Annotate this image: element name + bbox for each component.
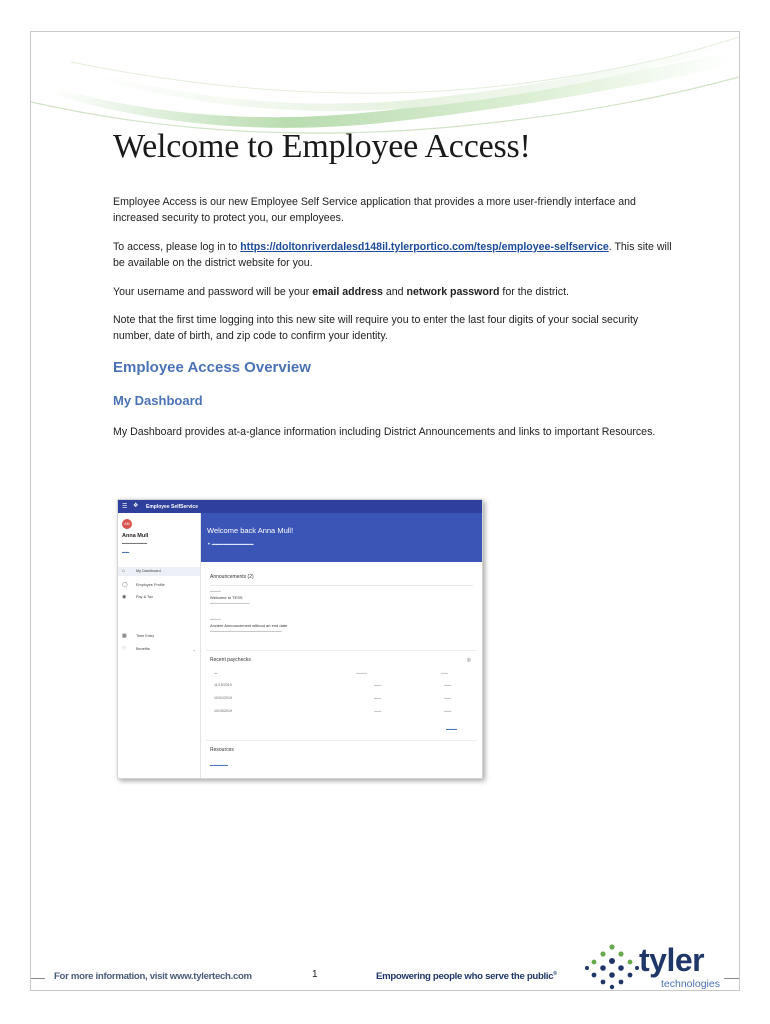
sidebar-item-pay <box>118 593 200 602</box>
tyler-logo-subtitle: technologies <box>661 978 720 990</box>
footer-tagline <box>376 971 557 982</box>
footer-tagline-text: Empowering people who serve the public <box>376 971 554 983</box>
hamburger-menu-icon: ☰ <box>122 504 128 510</box>
app-sidebar <box>118 513 201 778</box>
announcement-title: Welcome to TESS <box>210 595 243 600</box>
paycheck-amount-blurred: ▬▬ <box>444 696 452 700</box>
access-paragraph <box>113 239 673 271</box>
sidebar-item-label: Employee Profile <box>136 583 165 587</box>
view-all-link-blurred: ▬▬▬ <box>446 727 457 731</box>
sidebar-item-benefits <box>118 645 200 654</box>
document-title: Welcome to Employee Access! <box>113 128 531 165</box>
money-icon: ◉ <box>122 594 127 600</box>
announcement-title: Ancient Announcement without an end date <box>210 623 288 628</box>
home-icon: ⌂ <box>122 568 126 574</box>
section-heading-dashboard: My Dashboard <box>113 393 203 408</box>
credentials-paragraph <box>113 284 673 300</box>
sidebar-item-label: My Dashboard <box>136 569 161 573</box>
employee-selfservice-link[interactable]: https://doltonriverdalesd148il.tylerportico.com/tesp/employee-selfservice <box>240 241 609 253</box>
dashboard-screenshot <box>117 499 483 779</box>
document-page <box>30 31 740 991</box>
sidebar-item-profile <box>118 581 200 590</box>
first-login-paragraph: Note that the first time logging into this new site will require you to enter the last four digits of your social security number, date of birth, and zip code to confirm your identity. <box>113 314 639 342</box>
intro-paragraph: Employee Access is our new Employee Self Service application that provides a more user-friendly interface and increased security to protect you, our employees. <box>113 196 636 224</box>
credentials-end: for the district. <box>499 286 569 298</box>
credentials-text: Your username and password will be your <box>113 286 313 298</box>
paycheck-amount-blurred: ▬▬ <box>374 683 382 687</box>
paycheck-amount-blurred: ▬▬ <box>444 683 452 687</box>
sidebar-item-dashboard <box>118 567 200 576</box>
announcement-body-blurred: ▬▬▬▬▬▬▬▬▬▬▬ <box>210 601 250 605</box>
paychecks-title: Recent paychecks <box>210 657 251 663</box>
sidebar-item-label: Benefits <box>136 647 150 651</box>
access-text-end: . This site will be available on the district website for you. <box>113 241 672 269</box>
user-link-blurred: ▬▬ <box>122 550 130 554</box>
email-address-emphasis: email address <box>312 286 383 298</box>
chevron-down-icon: ⌄ <box>192 647 196 652</box>
tyler-logo-word: tyler <box>639 942 705 978</box>
app-top-bar <box>118 500 482 513</box>
announcements-title: Announcements (2) <box>210 574 254 580</box>
access-text-start: To access, please log in to <box>113 241 241 253</box>
sidebar-item-label: Time Entry <box>136 634 155 638</box>
credentials-and: and <box>382 286 407 298</box>
footer-info-text: For more information, visit www.tylertech.com <box>54 971 252 982</box>
paycheck-date: 10/31/2019 <box>214 696 232 700</box>
calendar-icon: ▦ <box>122 633 127 639</box>
paychecks-card <box>206 650 477 737</box>
trademark-mark: ® <box>553 971 557 977</box>
welcome-text: Welcome back Anna Mull! <box>207 526 294 535</box>
announcement-date-blurred: ▬▬▬ <box>210 617 221 621</box>
user-address-blurred: ▬▬▬▬▬▬▬ <box>122 541 148 545</box>
eye-icon: ◎ <box>466 657 471 663</box>
footer-rule-right <box>724 978 739 979</box>
welcome-banner <box>201 513 482 562</box>
announcements-card <box>206 568 477 646</box>
paycheck-date: 10/15/2019 <box>214 709 232 713</box>
resources-card <box>206 740 477 777</box>
sidebar-item-time-entry <box>118 632 200 641</box>
user-name: Anna Mull <box>122 533 149 539</box>
page-number: 1 <box>312 969 318 980</box>
dashboard-paragraph: My Dashboard provides at-a-glance information including District Announcements and links to important Resources. <box>113 426 656 438</box>
announcement-body-blurred: ▬▬▬▬▬▬▬▬▬▬▬▬▬▬▬▬▬▬▬▬ <box>210 629 282 633</box>
column-header-blurred: ▬▬▬ <box>356 671 367 675</box>
paycheck-amount-blurred: ▬▬ <box>374 696 382 700</box>
tyler-logo-icon: ❖ <box>133 503 139 509</box>
divider <box>210 585 473 586</box>
column-header-blurred: ▬▬ <box>441 671 449 675</box>
tyler-logo-dots-icon <box>584 944 640 990</box>
paycheck-date: 11/15/2019 <box>214 683 232 687</box>
announcement-notice-blurred: ▼ ▬▬▬▬▬▬▬▬▬▬▬ <box>207 542 254 546</box>
avatar: AM <box>122 519 132 529</box>
resource-link-blurred: ▬▬▬▬▬ <box>210 763 228 767</box>
column-header-blurred: ▬ <box>214 671 218 675</box>
app-name: Employee SelfService <box>146 504 198 510</box>
sidebar-item-label: Pay & Tax <box>136 595 154 599</box>
announcement-date-blurred: ▬▬▬ <box>210 589 221 593</box>
section-heading-overview: Employee Access Overview <box>113 359 311 376</box>
resources-title: Resources <box>210 747 234 753</box>
footer-rule-left <box>31 978 45 979</box>
person-icon: ◯ <box>122 582 128 588</box>
heart-icon: ♡ <box>122 646 127 652</box>
paycheck-amount-blurred: ▬▬ <box>444 709 452 713</box>
paycheck-amount-blurred: ▬▬ <box>374 709 382 713</box>
network-password-emphasis: network password <box>406 286 500 298</box>
